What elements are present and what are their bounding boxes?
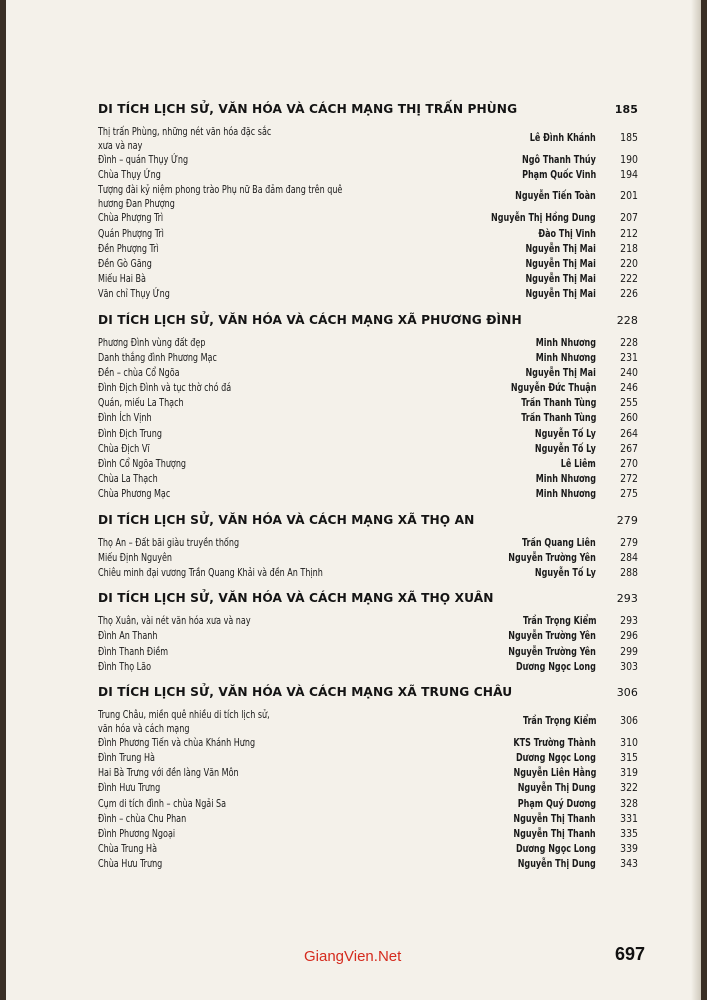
section-title: DI TÍCH LỊCH SỬ, VĂN HÓA VÀ CÁCH MẠNG XÃ THỌ XUÂN bbox=[98, 591, 494, 606]
toc-entry bbox=[98, 154, 638, 169]
entry-title: Chùa Thụy Ứng bbox=[98, 169, 161, 182]
entry-page: 222 bbox=[620, 273, 638, 286]
entry-author: Ngô Thanh Thúy bbox=[522, 154, 596, 166]
entry-author: Trần Trọng Kiểm bbox=[522, 714, 596, 727]
entry-author: Nguyễn Tố Ly bbox=[535, 442, 596, 455]
entry-title: Đình Cổ Ngõa Thượng bbox=[98, 458, 187, 470]
entry-author: Nguyễn Tố Ly bbox=[535, 427, 596, 440]
toc-entry bbox=[98, 288, 638, 303]
entry-author: Dương Ngọc Long bbox=[516, 843, 596, 856]
toc-entry bbox=[98, 273, 638, 288]
entry-author: Dương Ngọc Long bbox=[516, 660, 596, 673]
entry-page: 267 bbox=[620, 442, 638, 455]
entry-author: Lê Liêm bbox=[560, 458, 596, 470]
entry-author: Đào Thị Vinh bbox=[538, 227, 596, 240]
entry-title: Miếu Hai Bà bbox=[98, 273, 146, 286]
entry-page: 335 bbox=[620, 828, 638, 840]
entry-page: 231 bbox=[620, 351, 638, 364]
section-heading bbox=[98, 511, 638, 537]
entry-title: Quán Phượng Trì bbox=[98, 227, 164, 240]
entry-page: 201 bbox=[620, 190, 638, 203]
table-of-contents bbox=[98, 100, 638, 881]
toc-entry bbox=[98, 488, 638, 503]
toc-entry bbox=[98, 843, 638, 858]
entry-title: Hai Bà Trưng với đền làng Văn Môn bbox=[98, 767, 239, 780]
toc-entry bbox=[98, 473, 638, 488]
entry-author: Nguyễn Thị Hồng Dung bbox=[491, 212, 596, 225]
entry-title: Văn chỉ Thụy Ứng bbox=[98, 288, 170, 301]
entry-title: Chùa Hưu Trưng bbox=[98, 858, 163, 871]
entry-title: Chiêu minh đại vương Trần Quang Khải và đền An Thịnh bbox=[98, 566, 323, 579]
entry-page: 331 bbox=[620, 812, 638, 825]
entry-title: Đình Phương Ngoại bbox=[98, 828, 176, 840]
entry-page: 306 bbox=[620, 714, 638, 727]
book-page bbox=[6, 0, 701, 1000]
entry-page: 185 bbox=[620, 132, 638, 144]
entry-title: Danh thắng đình Phương Mạc bbox=[98, 351, 217, 364]
entry-author: Nguyễn Thị Thanh bbox=[513, 812, 596, 825]
entry-author: Nguyễn Trường Yên bbox=[508, 645, 596, 658]
entry-page: 339 bbox=[620, 843, 638, 856]
section-spacer bbox=[98, 874, 638, 881]
entry-page: 299 bbox=[620, 645, 638, 658]
toc-entry bbox=[98, 661, 638, 676]
toc-entry bbox=[98, 243, 638, 258]
toc-entry bbox=[98, 615, 638, 630]
entry-title-continued: xưa và nay bbox=[98, 140, 143, 152]
toc-entry bbox=[98, 537, 638, 552]
entry-page: 272 bbox=[620, 473, 638, 486]
entry-title-continued: văn hóa và cách mạng bbox=[98, 722, 190, 735]
entry-title: Đình An Thanh bbox=[98, 630, 158, 643]
toc-entry bbox=[98, 382, 638, 397]
entry-title: Đình Địch Đình và tục thờ chó đá bbox=[98, 382, 232, 395]
entry-title: Đình Thọ Lão bbox=[98, 660, 152, 673]
entry-author: KTS Trường Thành bbox=[513, 736, 596, 749]
entry-page: 270 bbox=[620, 458, 638, 470]
toc-entry bbox=[98, 228, 638, 243]
toc-section bbox=[98, 100, 638, 311]
watermark-site: GiangVien.Net bbox=[304, 948, 402, 965]
entry-title: Đình – chùa Chu Phan bbox=[98, 812, 187, 825]
entry-title: Miếu Định Nguyên bbox=[98, 551, 173, 564]
section-heading bbox=[98, 683, 638, 709]
entry-author: Nguyễn Thị Mai bbox=[525, 366, 596, 379]
entry-page: 303 bbox=[620, 660, 638, 673]
toc-entry bbox=[98, 552, 638, 567]
entry-page: 240 bbox=[620, 366, 638, 379]
entry-author: Trần Thanh Tùng bbox=[520, 412, 596, 425]
entry-page: 218 bbox=[620, 242, 638, 255]
entry-page: 315 bbox=[620, 752, 638, 765]
section-page: 228 bbox=[616, 313, 638, 327]
entry-page: 319 bbox=[620, 767, 638, 780]
entry-author: Nguyễn Thị Thanh bbox=[513, 828, 596, 840]
section-spacer bbox=[98, 304, 638, 311]
section-page: 306 bbox=[616, 685, 638, 699]
entry-title-continued: hương Đan Phượng bbox=[98, 198, 175, 211]
entry-page: 310 bbox=[620, 736, 638, 749]
entry-title: Đình Hưu Trưng bbox=[98, 782, 161, 795]
toc-entry bbox=[98, 752, 638, 767]
entry-page: 279 bbox=[620, 536, 638, 549]
toc-entry bbox=[98, 352, 638, 367]
entry-author: Nguyễn Đức Thuận bbox=[510, 382, 596, 395]
entry-title: Tượng đài kỷ niệm phong trào Phụ nữ Ba đảm đang trên quê bbox=[98, 184, 343, 197]
section-heading bbox=[98, 311, 638, 337]
entry-page: 322 bbox=[620, 782, 638, 795]
toc-entry bbox=[98, 798, 638, 813]
section-heading bbox=[98, 589, 638, 615]
entry-title: Đình Trung Hà bbox=[98, 752, 155, 765]
entry-title: Đình Địch Trung bbox=[98, 427, 162, 440]
section-heading bbox=[98, 100, 638, 126]
entry-page: 226 bbox=[620, 288, 638, 301]
toc-entry bbox=[98, 397, 638, 412]
entry-author: Phạm Quốc Vinh bbox=[521, 169, 596, 182]
entry-title: Chùa Địch Vĩ bbox=[98, 442, 150, 455]
entry-title: Đền Phượng Trì bbox=[98, 242, 159, 255]
entry-page: 284 bbox=[620, 551, 638, 564]
section-spacer bbox=[98, 504, 638, 511]
entry-page: 260 bbox=[620, 412, 638, 425]
entry-author: Nguyễn Thị Dung bbox=[517, 858, 596, 871]
toc-section bbox=[98, 311, 638, 511]
section-page: 293 bbox=[616, 592, 638, 606]
toc-entry bbox=[98, 709, 638, 737]
toc-entry bbox=[98, 443, 638, 458]
section-page: 279 bbox=[616, 513, 638, 527]
toc-entry bbox=[98, 212, 638, 227]
toc-entry bbox=[98, 813, 638, 828]
entry-title: Đền Gò Găng bbox=[98, 257, 152, 270]
toc-entry bbox=[98, 630, 638, 645]
toc-entry bbox=[98, 828, 638, 843]
entry-author: Trần Trọng Kiểm bbox=[522, 615, 596, 628]
entry-title: Thọ Xuân, vài nét văn hóa xưa và nay bbox=[98, 615, 251, 628]
toc-entry bbox=[98, 567, 638, 582]
entry-author: Nguyễn Tố Ly bbox=[535, 566, 596, 579]
toc-entry bbox=[98, 737, 638, 752]
section-title: DI TÍCH LỊCH SỬ, VĂN HÓA VÀ CÁCH MẠNG THỊ TRẤN PHÙNG bbox=[98, 102, 518, 116]
toc-entry bbox=[98, 646, 638, 661]
toc-section bbox=[98, 511, 638, 590]
entry-page: 293 bbox=[620, 615, 638, 628]
entry-page: 212 bbox=[620, 227, 638, 240]
entry-page: 190 bbox=[620, 154, 638, 166]
section-spacer bbox=[98, 676, 638, 683]
section-page: 185 bbox=[614, 103, 638, 116]
entry-author: Dương Ngọc Long bbox=[516, 752, 596, 765]
toc-entry bbox=[98, 184, 638, 212]
entry-author: Minh Nhương bbox=[535, 488, 596, 501]
entry-page: 220 bbox=[620, 257, 638, 270]
toc-entry bbox=[98, 258, 638, 273]
entry-title: Chùa Phương Mạc bbox=[98, 488, 171, 501]
entry-title: Chùa La Thạch bbox=[98, 473, 158, 486]
entry-author: Nguyễn Tiến Toàn bbox=[515, 190, 596, 203]
entry-title: Phương Đình vùng đất đẹp bbox=[98, 336, 206, 349]
toc-entry bbox=[98, 412, 638, 427]
entry-title: Đình Phương Tiến và chùa Khánh Hưng bbox=[98, 736, 256, 749]
entry-author: Trần Quang Liên bbox=[522, 536, 596, 549]
entry-author: Nguyễn Trường Yên bbox=[508, 551, 596, 564]
entry-author: Minh Nhương bbox=[535, 351, 596, 364]
entry-page: 296 bbox=[620, 630, 638, 643]
toc-entry bbox=[98, 169, 638, 184]
toc-entry bbox=[98, 126, 638, 154]
entry-page: 328 bbox=[620, 797, 638, 810]
entry-page: 228 bbox=[620, 336, 638, 349]
entry-author: Nguyễn Thị Mai bbox=[525, 242, 596, 255]
entry-author: Nguyễn Liên Hằng bbox=[513, 767, 596, 780]
entry-author: Minh Nhương bbox=[535, 336, 596, 349]
section-title: DI TÍCH LỊCH SỬ, VĂN HÓA VÀ CÁCH MẠNG XÃ PHƯƠNG ĐÌNH bbox=[98, 312, 522, 327]
entry-page: 275 bbox=[620, 488, 638, 501]
toc-entry bbox=[98, 767, 638, 782]
entry-author: Nguyễn Thị Mai bbox=[525, 273, 596, 286]
entry-title: Đền – chùa Cổ Ngõa bbox=[98, 366, 180, 379]
entry-title: Cụm di tích đình – chùa Ngải Sa bbox=[98, 797, 227, 810]
entry-page: 288 bbox=[620, 566, 638, 579]
entry-title: Trung Châu, miền quê nhiều di tích lịch sử, bbox=[98, 708, 270, 721]
entry-title: Thị trấn Phùng, những nét văn hóa đặc sắc bbox=[98, 126, 272, 138]
toc-entry bbox=[98, 782, 638, 797]
toc-entry bbox=[98, 367, 638, 382]
toc-entry bbox=[98, 428, 638, 443]
entry-title: Thọ An – Đất bãi giàu truyền thống bbox=[98, 536, 240, 549]
entry-author: Nguyễn Thị Dung bbox=[517, 782, 596, 795]
entry-page: 343 bbox=[620, 858, 638, 871]
toc-entry bbox=[98, 337, 638, 352]
entry-page: 207 bbox=[620, 212, 638, 225]
entry-page: 246 bbox=[620, 382, 638, 395]
entry-author: Nguyễn Thị Mai bbox=[525, 257, 596, 270]
entry-title: Đình Thanh Điềm bbox=[98, 645, 169, 658]
entry-page: 194 bbox=[620, 169, 638, 182]
entry-author: Nguyễn Trường Yên bbox=[508, 630, 596, 643]
entry-title: Chùa Trung Hà bbox=[98, 843, 158, 856]
section-title: DI TÍCH LỊCH SỬ, VĂN HÓA VÀ CÁCH MẠNG XÃ THỌ AN bbox=[98, 512, 475, 527]
toc-section bbox=[98, 683, 638, 881]
entry-author: Minh Nhương bbox=[535, 473, 596, 486]
entry-author: Phạm Quý Dương bbox=[517, 797, 596, 810]
toc-entry bbox=[98, 458, 638, 473]
toc-section bbox=[98, 589, 638, 683]
section-spacer bbox=[98, 582, 638, 589]
entry-title: Đình – quán Thụy Ứng bbox=[98, 154, 189, 166]
entry-page: 264 bbox=[620, 427, 638, 440]
entry-title: Quán, miếu La Thạch bbox=[98, 397, 184, 410]
entry-page: 255 bbox=[620, 397, 638, 410]
entry-author: Trần Thanh Tùng bbox=[520, 397, 596, 410]
entry-title: Chùa Phượng Trì bbox=[98, 212, 164, 225]
toc-entry bbox=[98, 858, 638, 873]
entry-title: Đình Ích Vịnh bbox=[98, 412, 152, 425]
section-title: DI TÍCH LỊCH SỬ, VĂN HÓA VÀ CÁCH MẠNG XÃ TRUNG CHÂU bbox=[98, 684, 513, 699]
entry-author: Lê Đình Khánh bbox=[530, 132, 596, 144]
page-number: 697 bbox=[615, 944, 646, 964]
page-fold-shadow bbox=[691, 0, 701, 1000]
entry-author: Nguyễn Thị Mai bbox=[525, 288, 596, 301]
